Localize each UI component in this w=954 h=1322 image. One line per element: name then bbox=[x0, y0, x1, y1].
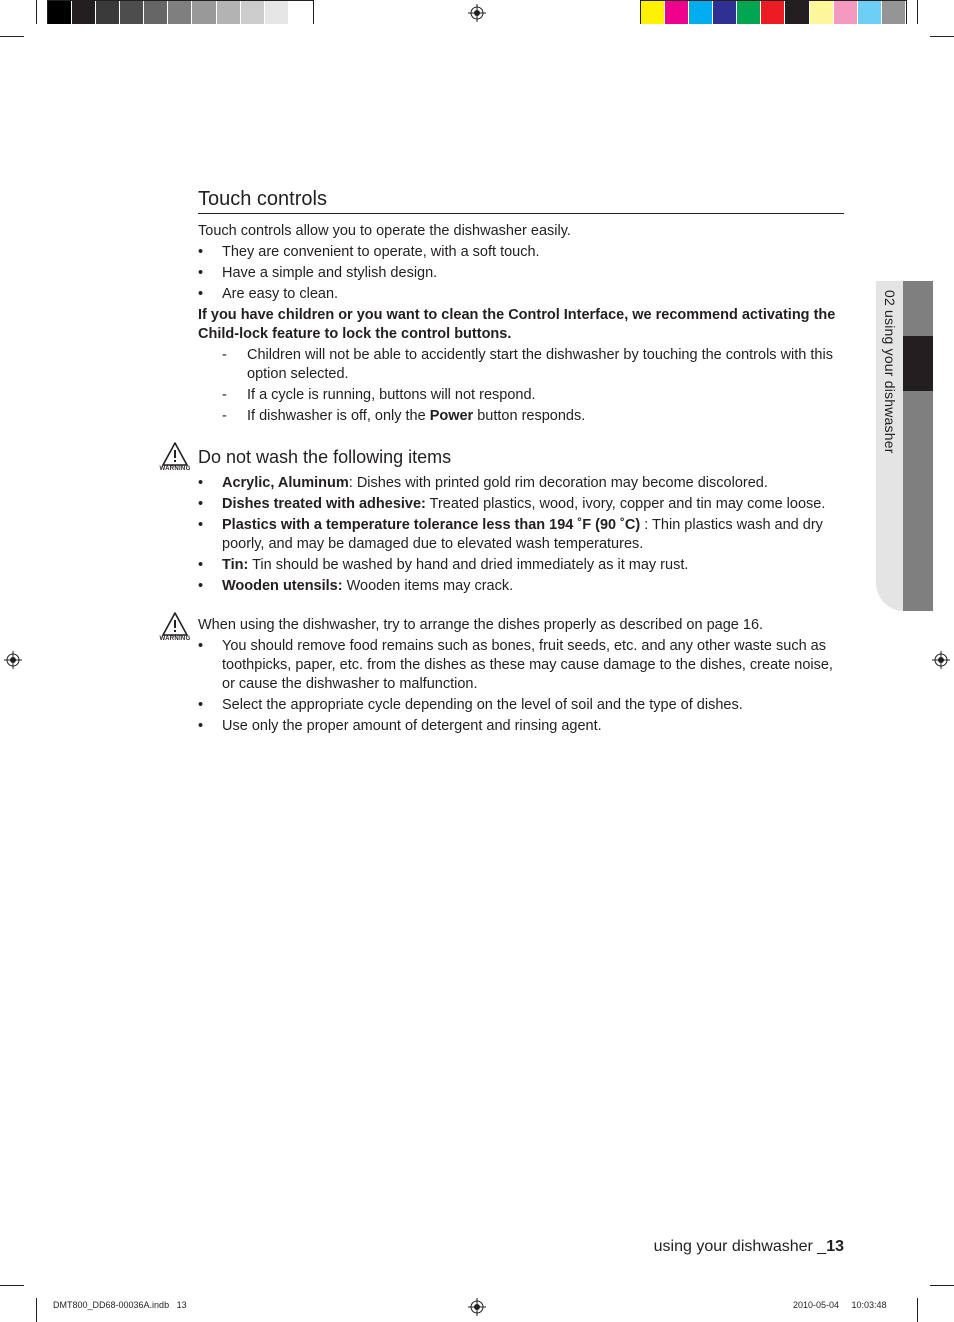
crop-mark bbox=[930, 1285, 954, 1286]
child-lock-recommendation: If you have children or you want to clean the Control Interface, we recommend activating the Child-lock feature to lock the control buttons. bbox=[198, 307, 836, 342]
color-swatch bbox=[882, 1, 906, 24]
crop-mark bbox=[36, 1298, 37, 1322]
warning-icon bbox=[158, 612, 192, 643]
color-swatch bbox=[265, 1, 289, 24]
warning-label: WARNING bbox=[159, 466, 191, 472]
main-content bbox=[159, 186, 844, 736]
color-swatch bbox=[713, 1, 737, 24]
item-label: Wooden utensils: bbox=[222, 578, 343, 594]
list-item bbox=[198, 577, 844, 596]
color-swatch bbox=[192, 1, 216, 24]
registration-mark-icon bbox=[468, 1298, 486, 1316]
color-swatch bbox=[834, 1, 858, 24]
do-not-wash-list bbox=[198, 474, 844, 596]
do-not-wash-section bbox=[159, 446, 844, 472]
color-swatch bbox=[241, 1, 265, 24]
color-swatch bbox=[48, 1, 72, 24]
list-item: • They are convenient to operate, with a soft touch. bbox=[198, 243, 844, 262]
color-swatch bbox=[665, 1, 689, 24]
crop-mark bbox=[0, 1285, 24, 1286]
list-item: - If a cycle is running, buttons will not respond. bbox=[222, 386, 844, 405]
item-text: Tin should be washed by hand and dried immediately as it may rust. bbox=[248, 557, 689, 573]
print-slug-file: DMT800_DD68-00036A.indb 13 bbox=[53, 1300, 187, 1310]
list-item: • Select the appropriate cycle depending on the level of soil and the type of dishes. bbox=[198, 696, 844, 715]
page-footer bbox=[654, 1238, 844, 1256]
registration-mark-icon bbox=[468, 4, 486, 22]
color-swatch bbox=[761, 1, 785, 24]
warning-triangle-icon bbox=[162, 442, 188, 466]
registration-mark-icon bbox=[932, 651, 950, 669]
list-item bbox=[198, 474, 844, 493]
list-item bbox=[198, 495, 844, 514]
child-lock-dash-list bbox=[198, 346, 844, 426]
item-text: Treated plastics, wood, ivory, copper and tin may come loose. bbox=[425, 496, 826, 512]
color-swatch bbox=[785, 1, 809, 24]
warning-triangle-icon bbox=[162, 612, 188, 636]
section-title: Touch controls bbox=[198, 186, 844, 214]
crop-mark bbox=[0, 36, 24, 37]
list-item bbox=[222, 407, 844, 426]
color-swatch bbox=[689, 1, 713, 24]
warning-label: WARNING bbox=[159, 636, 191, 642]
chapter-tab-label: 02 using your dishwasher bbox=[882, 290, 898, 454]
dash-text: If dishwasher is off, only the bbox=[247, 408, 430, 424]
chapter-tab-stripe bbox=[903, 281, 933, 611]
crop-mark bbox=[917, 0, 918, 24]
color-bar bbox=[640, 0, 907, 24]
list-item: - Children will not be able to accidently start the dishwasher by touching the controls with this option selected. bbox=[222, 346, 844, 384]
color-swatch bbox=[810, 1, 834, 24]
list-item: • Have a simple and stylish design. bbox=[198, 264, 844, 283]
crop-mark bbox=[930, 36, 954, 37]
color-swatch bbox=[120, 1, 144, 24]
do-not-wash-title: Do not wash the following items bbox=[198, 447, 452, 467]
item-text: : Dishes with printed gold rim decoration may become discolored. bbox=[348, 475, 768, 491]
warning-icon bbox=[158, 442, 192, 473]
color-swatch bbox=[96, 1, 120, 24]
color-swatch bbox=[217, 1, 241, 24]
color-swatch bbox=[289, 1, 313, 24]
item-label: Tin: bbox=[222, 557, 249, 573]
list-item: • Use only the proper amount of detergent and rinsing agent. bbox=[198, 717, 844, 736]
crop-mark bbox=[36, 0, 37, 24]
footer-label: using your dishwasher _ bbox=[653, 1238, 827, 1255]
list-item: • Are easy to clean. bbox=[198, 285, 844, 304]
color-swatch bbox=[858, 1, 882, 24]
list-item bbox=[198, 516, 844, 554]
item-label: Dishes treated with adhesive: bbox=[222, 496, 426, 512]
item-label: Acrylic, Aluminum bbox=[222, 475, 349, 491]
item-text: : Thin plastics wash and dry poorly, and may be damaged due to elevated wash temperatures. bbox=[222, 517, 823, 552]
list-item: • You should remove food remains such as bones, fruit seeds, etc. and any other waste such as toothpicks, paper, etc. from the dishes as these may cause damage to the dishes, create noise, or cause the dishwasher to malfunction. bbox=[198, 637, 844, 694]
crop-mark bbox=[917, 1298, 918, 1322]
item-text: Wooden items may crack. bbox=[342, 578, 514, 594]
arrange-warning-section bbox=[159, 616, 844, 642]
touch-bullet-list bbox=[198, 243, 844, 304]
registration-mark-icon bbox=[4, 651, 22, 669]
grayscale-bar bbox=[47, 0, 314, 24]
arrange-bullet-list bbox=[198, 637, 844, 736]
color-swatch bbox=[641, 1, 665, 24]
arrange-intro: When using the dishwasher, try to arrange the dishes properly as described on page 16. bbox=[198, 617, 764, 633]
color-swatch bbox=[168, 1, 192, 24]
print-slug-date: 2010-05-04 10:03:48 bbox=[793, 1300, 887, 1310]
power-label: Power bbox=[429, 408, 474, 424]
page-number: 13 bbox=[826, 1238, 844, 1255]
intro-text: Touch controls allow you to operate the dishwasher easily. bbox=[198, 223, 571, 239]
item-label: Plastics with a temperature tolerance less than 194 ˚F (90 ˚C) bbox=[222, 517, 641, 533]
color-swatch bbox=[72, 1, 96, 24]
chapter-tab-marker bbox=[903, 336, 933, 391]
color-swatch bbox=[144, 1, 168, 24]
color-swatch bbox=[737, 1, 761, 24]
dash-text: button responds. bbox=[473, 408, 586, 424]
list-item bbox=[198, 556, 844, 575]
